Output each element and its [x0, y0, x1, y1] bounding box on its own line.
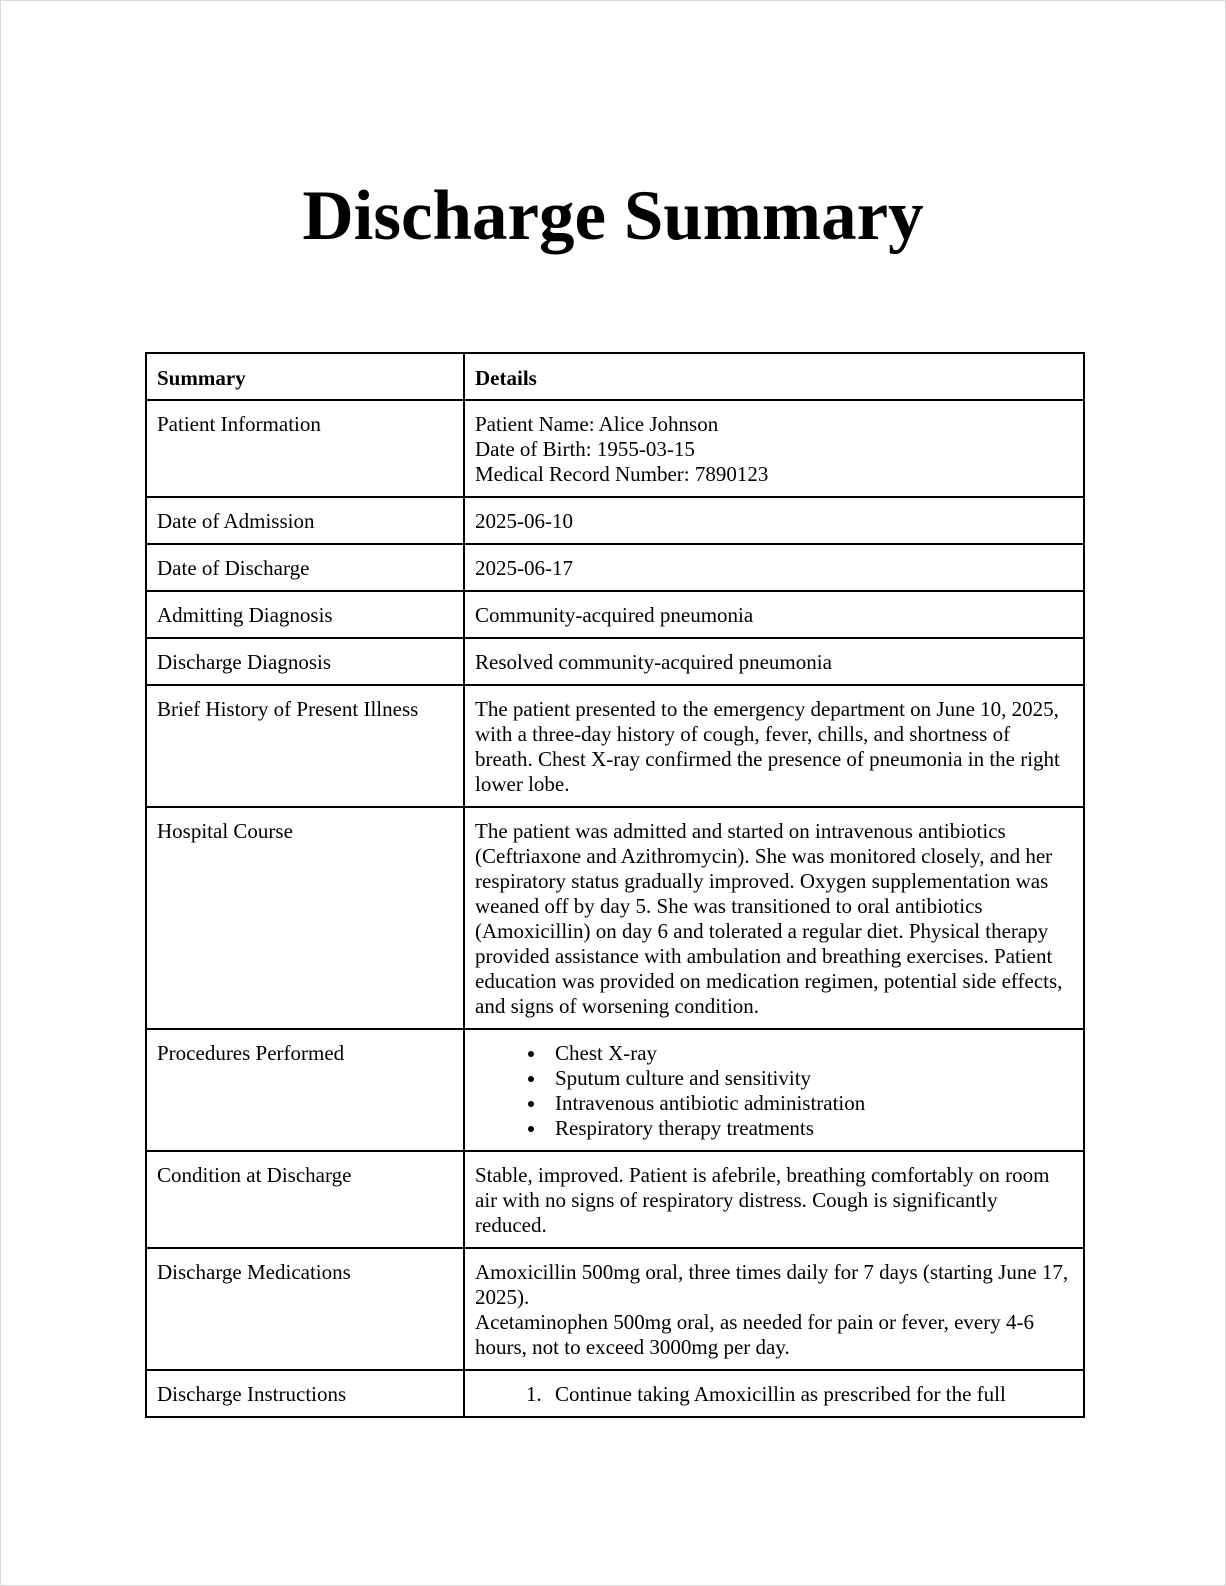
header-summary: Summary — [146, 353, 464, 400]
medication-amoxicillin: Amoxicillin 500mg oral, three times daily for 7 days (starting June 17, 2025). — [475, 1260, 1069, 1309]
row-label-procedures: Procedures Performed — [146, 1029, 464, 1151]
discharge-summary-table — [145, 352, 1085, 1418]
row-label-medications: Discharge Medications — [146, 1248, 464, 1370]
row-value-date-of-admission: 2025-06-10 — [464, 497, 1084, 544]
row-value-procedures — [464, 1029, 1084, 1151]
row-label-condition: Condition at Discharge — [146, 1151, 464, 1248]
table-row — [146, 1370, 1084, 1417]
table-row — [146, 1029, 1084, 1151]
list-item: • Intravenous antibiotic administration — [547, 1091, 1073, 1116]
patient-name: Patient Name: Alice Johnson — [475, 412, 719, 436]
table-row — [146, 497, 1084, 544]
patient-mrn: Medical Record Number: 7890123 — [475, 462, 769, 486]
row-value-medications — [464, 1248, 1084, 1370]
list-item: • Sputum culture and sensitivity — [547, 1066, 1073, 1091]
table-row — [146, 685, 1084, 807]
table-row — [146, 400, 1084, 497]
row-value-date-of-discharge: 2025-06-17 — [464, 544, 1084, 591]
list-item: • Respiratory therapy treatments — [547, 1116, 1073, 1141]
row-value-instructions — [464, 1370, 1084, 1417]
row-value-admitting-diagnosis: Community-acquired pneumonia — [464, 591, 1084, 638]
row-value-discharge-diagnosis: Resolved community-acquired pneumonia — [464, 638, 1084, 685]
row-value-condition: Stable, improved. Patient is afebrile, breathing comfortably on room air with no signs of respiratory distress. Cough is significantly reduced. — [464, 1151, 1084, 1248]
row-label-patient-information: Patient Information — [146, 400, 464, 497]
row-label-date-of-discharge: Date of Discharge — [146, 544, 464, 591]
table-row — [146, 544, 1084, 591]
table-row — [146, 591, 1084, 638]
row-label-history: Brief History of Present Illness — [146, 685, 464, 807]
row-label-admitting-diagnosis: Admitting Diagnosis — [146, 591, 464, 638]
medication-acetaminophen: Acetaminophen 500mg oral, as needed for pain or fever, every 4-6 hours, not to exceed 3000mg per day. — [475, 1310, 1034, 1359]
row-label-discharge-diagnosis: Discharge Diagnosis — [146, 638, 464, 685]
row-value-patient-information — [464, 400, 1084, 497]
row-label-hospital-course: Hospital Course — [146, 807, 464, 1029]
row-label-instructions: Discharge Instructions — [146, 1370, 464, 1417]
row-label-date-of-admission: Date of Admission — [146, 497, 464, 544]
document-title: Discharge Summary — [302, 177, 924, 255]
header-details: Details — [464, 353, 1084, 400]
list-item: 1. Continue taking Amoxicillin as prescribed for the full — [547, 1382, 1073, 1407]
instructions-list — [475, 1382, 1073, 1407]
table-header-row — [146, 353, 1084, 400]
list-item: • Chest X-ray — [547, 1041, 1073, 1066]
table-row — [146, 1151, 1084, 1248]
table-row — [146, 807, 1084, 1029]
patient-dob: Date of Birth: 1955-03-15 — [475, 437, 695, 461]
row-value-hospital-course: The patient was admitted and started on intravenous antibiotics (Ceftriaxone and Azithromycin). She was monitored closely, and her respiratory status gradually improved. Oxygen supplementation was weaned off by day 5. She was transitioned to oral antibiotics (Amoxicillin) on day 6 and tolerated a regular diet. Physical therapy provided assistance with ambulation and breathing exercises. Patient education was provided on medication regimen, potential side effects, and signs of worsening condition. — [464, 807, 1084, 1029]
row-value-history: The patient presented to the emergency department on June 10, 2025, with a three-day history of cough, fever, chills, and shortness of breath. Chest X-ray confirmed the presence of pneumonia in the right lower lobe. — [464, 685, 1084, 807]
procedures-list — [475, 1041, 1073, 1141]
table-row — [146, 1248, 1084, 1370]
table-row — [146, 638, 1084, 685]
